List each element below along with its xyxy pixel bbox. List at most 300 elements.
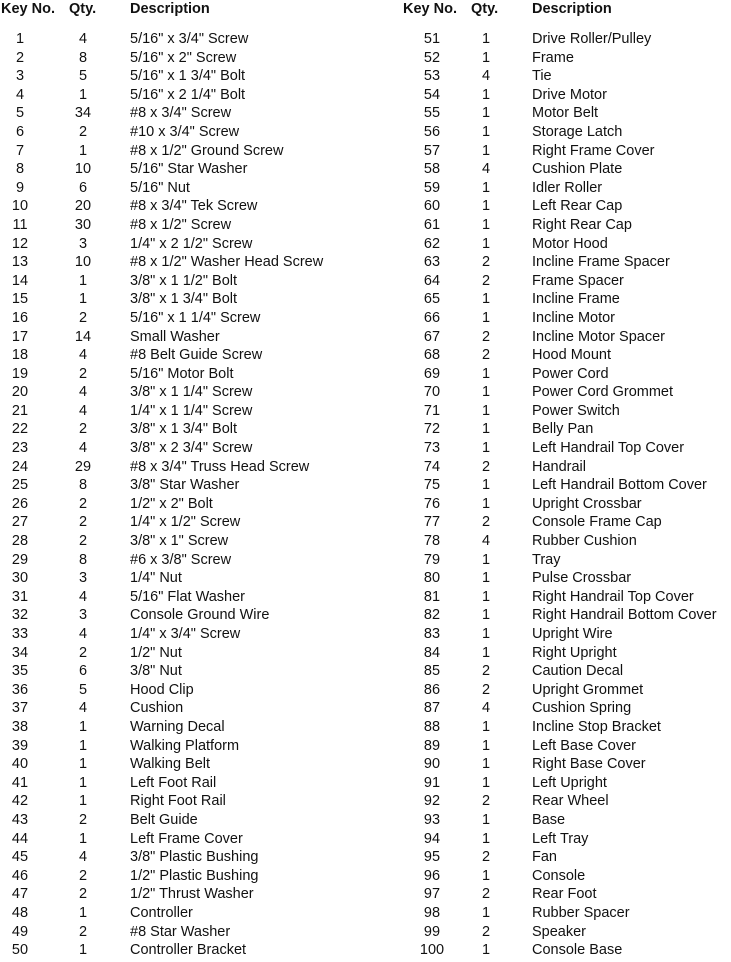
key-number-cell: 62 bbox=[423, 235, 441, 252]
table-row bbox=[400, 365, 731, 384]
description-cell: Pulse Crossbar bbox=[532, 570, 632, 587]
key-number-cell: 65 bbox=[423, 291, 441, 308]
table-row bbox=[0, 253, 360, 272]
quantity-cell: 1 bbox=[481, 867, 491, 884]
description-cell: 1/4" Nut bbox=[130, 570, 182, 587]
description-cell: Warning Decal bbox=[130, 718, 225, 735]
description-cell: 5/16" Motor Bolt bbox=[130, 365, 234, 382]
key-number-cell: 17 bbox=[11, 328, 29, 345]
description-cell: Upright Crossbar bbox=[532, 495, 642, 512]
table-row bbox=[400, 272, 731, 291]
table-row bbox=[400, 848, 731, 867]
table-row bbox=[0, 216, 360, 235]
description-cell: Incline Motor bbox=[532, 309, 616, 326]
description-cell: #8 Star Washer bbox=[130, 923, 231, 940]
table-row bbox=[400, 792, 731, 811]
quantity-cell: 1 bbox=[481, 198, 491, 215]
description-cell: 1/4" x 3/4" Screw bbox=[130, 626, 241, 642]
description-cell: 3/8" Nut bbox=[130, 663, 182, 680]
table-row bbox=[400, 644, 731, 663]
description-cell: 1/2" Plastic Bushing bbox=[130, 867, 259, 884]
table-row bbox=[400, 532, 731, 551]
table-row bbox=[400, 662, 731, 681]
key-number-cell: 7 bbox=[15, 142, 25, 159]
description-cell: 3/8" x 1 3/4" Bolt bbox=[130, 421, 238, 438]
key-number-cell: 31 bbox=[11, 588, 29, 605]
description-cell: Left Rear Cap bbox=[532, 198, 623, 215]
description-cell: Cushion Spring bbox=[532, 700, 632, 717]
table-row bbox=[0, 309, 360, 328]
key-number-cell: 84 bbox=[423, 644, 441, 661]
table-row bbox=[400, 67, 731, 86]
table-row bbox=[400, 197, 731, 216]
table-row bbox=[0, 923, 360, 942]
key-number-cell: 5 bbox=[15, 105, 25, 122]
description-cell: 1/4" x 2 1/2" Screw bbox=[130, 235, 253, 252]
table-row bbox=[0, 885, 360, 904]
description-cell: Cushion Plate bbox=[532, 161, 623, 178]
quantity-cell: 2 bbox=[481, 458, 491, 475]
key-number-cell: 99 bbox=[423, 923, 441, 940]
table-row bbox=[0, 86, 360, 105]
table-row bbox=[400, 885, 731, 904]
description-cell: Small Washer bbox=[130, 328, 220, 345]
table-row bbox=[400, 513, 731, 532]
key-number-cell: 89 bbox=[423, 737, 441, 754]
description-cell: Console Frame Cap bbox=[532, 514, 662, 531]
key-number-cell: 6 bbox=[15, 123, 25, 140]
description-cell: Drive Motor bbox=[532, 86, 607, 103]
key-number-cell: 43 bbox=[11, 811, 29, 828]
parts-list-header bbox=[400, 0, 731, 24]
quantity-cell: 2 bbox=[481, 328, 491, 345]
quantity-cell: 1 bbox=[481, 830, 491, 847]
table-row bbox=[400, 142, 731, 161]
key-number-cell: 22 bbox=[11, 421, 29, 438]
table-row bbox=[0, 737, 360, 756]
table-row bbox=[0, 476, 360, 495]
description-cell: 5/16" x 3/4" Screw bbox=[130, 31, 249, 47]
quantity-cell: 1 bbox=[481, 588, 491, 605]
quantity-cell: 2 bbox=[78, 514, 88, 531]
key-number-cell: 36 bbox=[11, 681, 29, 698]
quantity-cell: 4 bbox=[78, 588, 88, 605]
quantity-cell: 1 bbox=[78, 942, 88, 959]
description-header: Description bbox=[532, 1, 612, 17]
key-number-cell: 57 bbox=[423, 142, 441, 159]
key-number-cell: 98 bbox=[423, 904, 441, 921]
table-row bbox=[0, 848, 360, 867]
key-number-cell: 75 bbox=[423, 477, 441, 494]
quantity-cell: 2 bbox=[481, 272, 491, 289]
quantity-cell: 1 bbox=[481, 105, 491, 122]
key-number-cell: 59 bbox=[423, 179, 441, 196]
key-number-cell: 60 bbox=[423, 198, 441, 215]
quantity-cell: 4 bbox=[481, 161, 491, 178]
description-cell: 3/8" x 1 1/2" Bolt bbox=[130, 272, 238, 289]
table-row bbox=[0, 811, 360, 830]
quantity-cell: 14 bbox=[74, 328, 92, 345]
key-number-cell: 45 bbox=[11, 849, 29, 866]
key-number-cell: 40 bbox=[11, 756, 29, 773]
quantity-cell: 1 bbox=[481, 811, 491, 828]
key-number-cell: 86 bbox=[423, 681, 441, 698]
quantity-cell: 2 bbox=[481, 681, 491, 698]
description-cell: 1/4" x 1 1/4" Screw bbox=[130, 402, 253, 419]
description-cell: Right Frame Cover bbox=[532, 142, 655, 159]
quantity-cell: 4 bbox=[78, 402, 88, 419]
description-cell: Rear Wheel bbox=[532, 793, 609, 810]
table-row bbox=[400, 253, 731, 272]
table-row bbox=[400, 309, 731, 328]
description-cell: Power Cord Grommet bbox=[532, 384, 674, 401]
quantity-cell: 1 bbox=[481, 49, 491, 66]
quantity-cell: 1 bbox=[481, 756, 491, 773]
key-number-cell: 87 bbox=[423, 700, 441, 717]
description-cell: Right Handrail Bottom Cover bbox=[532, 607, 717, 624]
description-cell: 5/16" x 1 1/4" Screw bbox=[130, 309, 261, 326]
quantity-cell: 4 bbox=[78, 440, 88, 457]
quantity-cell: 1 bbox=[481, 644, 491, 661]
description-cell: 1/2" Thrust Washer bbox=[130, 886, 254, 903]
key-number-cell: 26 bbox=[11, 495, 29, 512]
table-row bbox=[0, 365, 360, 384]
key-number-cell: 82 bbox=[423, 607, 441, 624]
description-cell: Power Cord bbox=[532, 365, 609, 382]
quantity-cell: 2 bbox=[481, 923, 491, 940]
quantity-cell: 1 bbox=[78, 793, 88, 810]
parts-rows-right bbox=[400, 30, 731, 960]
description-cell: Right Base Cover bbox=[532, 756, 646, 773]
description-cell: Rubber Cushion bbox=[532, 533, 637, 550]
table-row bbox=[0, 235, 360, 254]
description-cell: #8 Belt Guide Screw bbox=[130, 347, 263, 364]
description-cell: 3/8" x 1" Screw bbox=[130, 533, 229, 550]
description-cell: Left Handrail Top Cover bbox=[532, 440, 685, 457]
quantity-cell: 2 bbox=[481, 514, 491, 531]
table-row bbox=[0, 625, 360, 644]
quantity-cell: 4 bbox=[481, 700, 491, 717]
description-cell: #6 x 3/8" Screw bbox=[130, 551, 232, 568]
quantity-cell: 2 bbox=[78, 644, 88, 661]
quantity-cell: 1 bbox=[481, 570, 491, 587]
table-row bbox=[0, 513, 360, 532]
description-cell: Left Handrail Bottom Cover bbox=[532, 477, 707, 494]
description-cell: Incline Frame Spacer bbox=[532, 254, 670, 271]
quantity-cell: 1 bbox=[481, 309, 491, 326]
table-row bbox=[0, 532, 360, 551]
key-number-cell: 72 bbox=[423, 421, 441, 438]
table-row bbox=[400, 625, 731, 644]
key-number-cell: 11 bbox=[12, 216, 28, 233]
key-number-cell: 37 bbox=[11, 700, 29, 717]
key-number-cell: 96 bbox=[423, 867, 441, 884]
table-row bbox=[400, 439, 731, 458]
description-cell: 5/16" x 2 1/4" Bolt bbox=[130, 86, 246, 103]
description-cell: 5/16" x 1 3/4" Bolt bbox=[130, 68, 246, 85]
table-row bbox=[400, 681, 731, 700]
key-number-cell: 20 bbox=[11, 384, 29, 401]
table-row bbox=[400, 383, 731, 402]
quantity-cell: 1 bbox=[481, 440, 491, 457]
description-cell: Left Foot Rail bbox=[130, 774, 217, 791]
quantity-cell: 1 bbox=[481, 421, 491, 438]
table-row bbox=[0, 383, 360, 402]
table-row bbox=[400, 737, 731, 756]
quantity-cell: 2 bbox=[78, 811, 88, 828]
description-cell: 1/2" Nut bbox=[130, 644, 182, 661]
table-row bbox=[0, 569, 360, 588]
description-cell: Hood Clip bbox=[130, 681, 194, 698]
key-number-cell: 18 bbox=[11, 347, 29, 364]
quantity-cell: 1 bbox=[481, 291, 491, 308]
key-number-cell: 63 bbox=[423, 254, 441, 271]
quantity-header: Qty. bbox=[471, 1, 499, 17]
table-row bbox=[400, 774, 731, 793]
key-number-header: Key No. bbox=[403, 1, 457, 17]
description-cell: Belly Pan bbox=[532, 421, 594, 438]
quantity-cell: 2 bbox=[481, 849, 491, 866]
table-row bbox=[400, 495, 731, 514]
key-number-cell: 77 bbox=[423, 514, 441, 531]
table-row bbox=[0, 774, 360, 793]
description-cell: #8 x 1/2" Washer Head Screw bbox=[130, 254, 324, 271]
description-cell: Console Ground Wire bbox=[130, 607, 270, 624]
description-cell: Walking Belt bbox=[130, 756, 211, 773]
quantity-cell: 1 bbox=[78, 86, 88, 103]
quantity-cell: 2 bbox=[78, 495, 88, 512]
description-cell: Cushion bbox=[130, 700, 184, 717]
quantity-cell: 1 bbox=[481, 384, 491, 401]
quantity-cell: 1 bbox=[481, 495, 491, 512]
parts-list-right-column bbox=[400, 0, 731, 960]
key-number-cell: 70 bbox=[423, 384, 441, 401]
description-cell: Console bbox=[532, 867, 586, 884]
quantity-cell: 4 bbox=[78, 347, 88, 364]
description-cell: Rear Foot bbox=[532, 886, 597, 903]
table-row bbox=[0, 755, 360, 774]
key-number-cell: 94 bbox=[423, 830, 441, 847]
quantity-cell: 1 bbox=[481, 365, 491, 382]
key-number-cell: 1 bbox=[15, 31, 25, 47]
table-row bbox=[0, 495, 360, 514]
description-cell: #8 x 1/2" Screw bbox=[130, 216, 232, 233]
quantity-header: Qty. bbox=[69, 1, 97, 17]
quantity-cell: 3 bbox=[78, 235, 88, 252]
key-number-cell: 79 bbox=[423, 551, 441, 568]
table-row bbox=[0, 67, 360, 86]
table-row bbox=[0, 30, 360, 49]
quantity-cell: 1 bbox=[481, 737, 491, 754]
quantity-cell: 1 bbox=[78, 774, 88, 791]
key-number-cell: 12 bbox=[11, 235, 29, 252]
description-header: Description bbox=[130, 1, 210, 17]
key-number-cell: 56 bbox=[423, 123, 441, 140]
quantity-cell: 1 bbox=[481, 904, 491, 921]
quantity-cell: 1 bbox=[481, 607, 491, 624]
key-number-cell: 34 bbox=[11, 644, 29, 661]
description-cell: 3/8" x 2 3/4" Screw bbox=[130, 440, 253, 457]
table-row bbox=[0, 420, 360, 439]
quantity-cell: 4 bbox=[481, 68, 491, 85]
key-number-cell: 49 bbox=[11, 923, 29, 940]
key-number-cell: 71 bbox=[423, 402, 441, 419]
key-number-cell: 13 bbox=[11, 254, 29, 271]
quantity-cell: 1 bbox=[78, 142, 88, 159]
table-row bbox=[400, 867, 731, 886]
quantity-cell: 2 bbox=[481, 254, 491, 271]
key-number-cell: 54 bbox=[423, 86, 441, 103]
description-cell: Rubber Spacer bbox=[532, 904, 630, 921]
description-cell: Speaker bbox=[532, 923, 587, 940]
quantity-cell: 8 bbox=[78, 49, 88, 66]
key-number-cell: 28 bbox=[11, 533, 29, 550]
table-row bbox=[0, 346, 360, 365]
quantity-cell: 34 bbox=[74, 105, 92, 122]
description-cell: 5/16" Nut bbox=[130, 179, 190, 196]
key-number-cell: 66 bbox=[423, 309, 441, 326]
quantity-cell: 2 bbox=[78, 123, 88, 140]
table-row bbox=[0, 272, 360, 291]
quantity-cell: 1 bbox=[78, 737, 88, 754]
description-cell: Left Upright bbox=[532, 774, 607, 791]
key-number-cell: 2 bbox=[15, 49, 25, 66]
table-row bbox=[0, 458, 360, 477]
key-number-cell: 76 bbox=[423, 495, 441, 512]
table-row bbox=[400, 216, 731, 235]
table-row bbox=[0, 123, 360, 142]
quantity-cell: 3 bbox=[78, 570, 88, 587]
key-number-header: Key No. bbox=[1, 1, 55, 17]
quantity-cell: 10 bbox=[74, 161, 92, 178]
description-cell: Hood Mount bbox=[532, 347, 611, 364]
key-number-cell: 46 bbox=[11, 867, 29, 884]
quantity-cell: 1 bbox=[78, 756, 88, 773]
description-cell: Base bbox=[532, 811, 566, 828]
quantity-cell: 4 bbox=[78, 31, 88, 47]
key-number-cell: 10 bbox=[11, 198, 29, 215]
quantity-cell: 1 bbox=[481, 86, 491, 103]
description-cell: 1/4" x 1/2" Screw bbox=[130, 514, 241, 531]
table-row bbox=[0, 792, 360, 811]
table-row bbox=[0, 681, 360, 700]
description-cell: Right Foot Rail bbox=[130, 793, 226, 810]
key-number-cell: 42 bbox=[11, 793, 29, 810]
key-number-cell: 33 bbox=[11, 626, 29, 642]
description-cell: Right Rear Cap bbox=[532, 216, 632, 233]
table-row bbox=[0, 867, 360, 886]
quantity-cell: 5 bbox=[78, 681, 88, 698]
description-cell: Incline Stop Bracket bbox=[532, 718, 661, 735]
key-number-cell: 4 bbox=[15, 86, 25, 103]
table-row bbox=[400, 346, 731, 365]
quantity-cell: 30 bbox=[74, 216, 92, 233]
description-cell: Right Handrail Top Cover bbox=[532, 588, 694, 605]
quantity-cell: 2 bbox=[78, 421, 88, 438]
table-row bbox=[400, 123, 731, 142]
quantity-cell: 1 bbox=[481, 123, 491, 140]
description-cell: Tie bbox=[532, 68, 552, 85]
table-row bbox=[0, 699, 360, 718]
quantity-cell: 2 bbox=[481, 663, 491, 680]
quantity-cell: 1 bbox=[481, 718, 491, 735]
quantity-cell: 4 bbox=[481, 533, 491, 550]
table-row bbox=[0, 662, 360, 681]
description-cell: Controller bbox=[130, 904, 193, 921]
description-cell: Frame bbox=[532, 49, 574, 66]
table-row bbox=[400, 86, 731, 105]
description-cell: 3/8" x 1 1/4" Screw bbox=[130, 384, 253, 401]
table-row bbox=[400, 160, 731, 179]
table-row bbox=[400, 551, 731, 570]
table-row bbox=[0, 718, 360, 737]
parts-list-header bbox=[0, 0, 360, 24]
quantity-cell: 2 bbox=[481, 793, 491, 810]
quantity-cell: 1 bbox=[481, 216, 491, 233]
table-row bbox=[400, 569, 731, 588]
table-row bbox=[400, 941, 731, 960]
key-number-cell: 100 bbox=[419, 942, 445, 959]
description-cell: Motor Hood bbox=[532, 235, 608, 252]
table-row bbox=[400, 718, 731, 737]
key-number-cell: 15 bbox=[11, 291, 29, 308]
quantity-cell: 1 bbox=[78, 830, 88, 847]
description-cell: Console Base bbox=[532, 942, 623, 959]
table-row bbox=[0, 830, 360, 849]
key-number-cell: 74 bbox=[423, 458, 441, 475]
key-number-cell: 61 bbox=[423, 216, 441, 233]
key-number-cell: 50 bbox=[11, 942, 29, 959]
quantity-cell: 6 bbox=[78, 179, 88, 196]
quantity-cell: 1 bbox=[78, 718, 88, 735]
key-number-cell: 95 bbox=[423, 849, 441, 866]
key-number-cell: 88 bbox=[423, 718, 441, 735]
table-row bbox=[0, 49, 360, 68]
key-number-cell: 93 bbox=[423, 811, 441, 828]
key-number-cell: 21 bbox=[11, 402, 29, 419]
key-number-cell: 67 bbox=[423, 328, 441, 345]
quantity-cell: 1 bbox=[78, 291, 88, 308]
quantity-cell: 8 bbox=[78, 551, 88, 568]
table-row bbox=[400, 755, 731, 774]
key-number-cell: 85 bbox=[423, 663, 441, 680]
description-cell: 5/16" x 2" Screw bbox=[130, 49, 237, 66]
key-number-cell: 25 bbox=[11, 477, 29, 494]
description-cell: 5/16" Star Washer bbox=[130, 161, 248, 178]
table-row bbox=[0, 142, 360, 161]
description-cell: 3/8" x 1 3/4" Bolt bbox=[130, 291, 238, 308]
quantity-cell: 6 bbox=[78, 663, 88, 680]
description-cell: Tray bbox=[532, 551, 561, 568]
description-cell: Incline Motor Spacer bbox=[532, 328, 665, 345]
description-cell: Power Switch bbox=[532, 402, 620, 419]
key-number-cell: 14 bbox=[11, 272, 29, 289]
table-row bbox=[400, 476, 731, 495]
quantity-cell: 2 bbox=[78, 533, 88, 550]
key-number-cell: 81 bbox=[423, 588, 441, 605]
quantity-cell: 1 bbox=[481, 551, 491, 568]
key-number-cell: 27 bbox=[11, 514, 29, 531]
table-row bbox=[400, 458, 731, 477]
table-row bbox=[400, 830, 731, 849]
description-cell: Upright Grommet bbox=[532, 681, 644, 698]
quantity-cell: 2 bbox=[78, 867, 88, 884]
quantity-cell: 1 bbox=[481, 179, 491, 196]
table-row bbox=[0, 551, 360, 570]
description-cell: Incline Frame bbox=[532, 291, 620, 308]
quantity-cell: 4 bbox=[78, 700, 88, 717]
quantity-cell: 1 bbox=[481, 142, 491, 159]
